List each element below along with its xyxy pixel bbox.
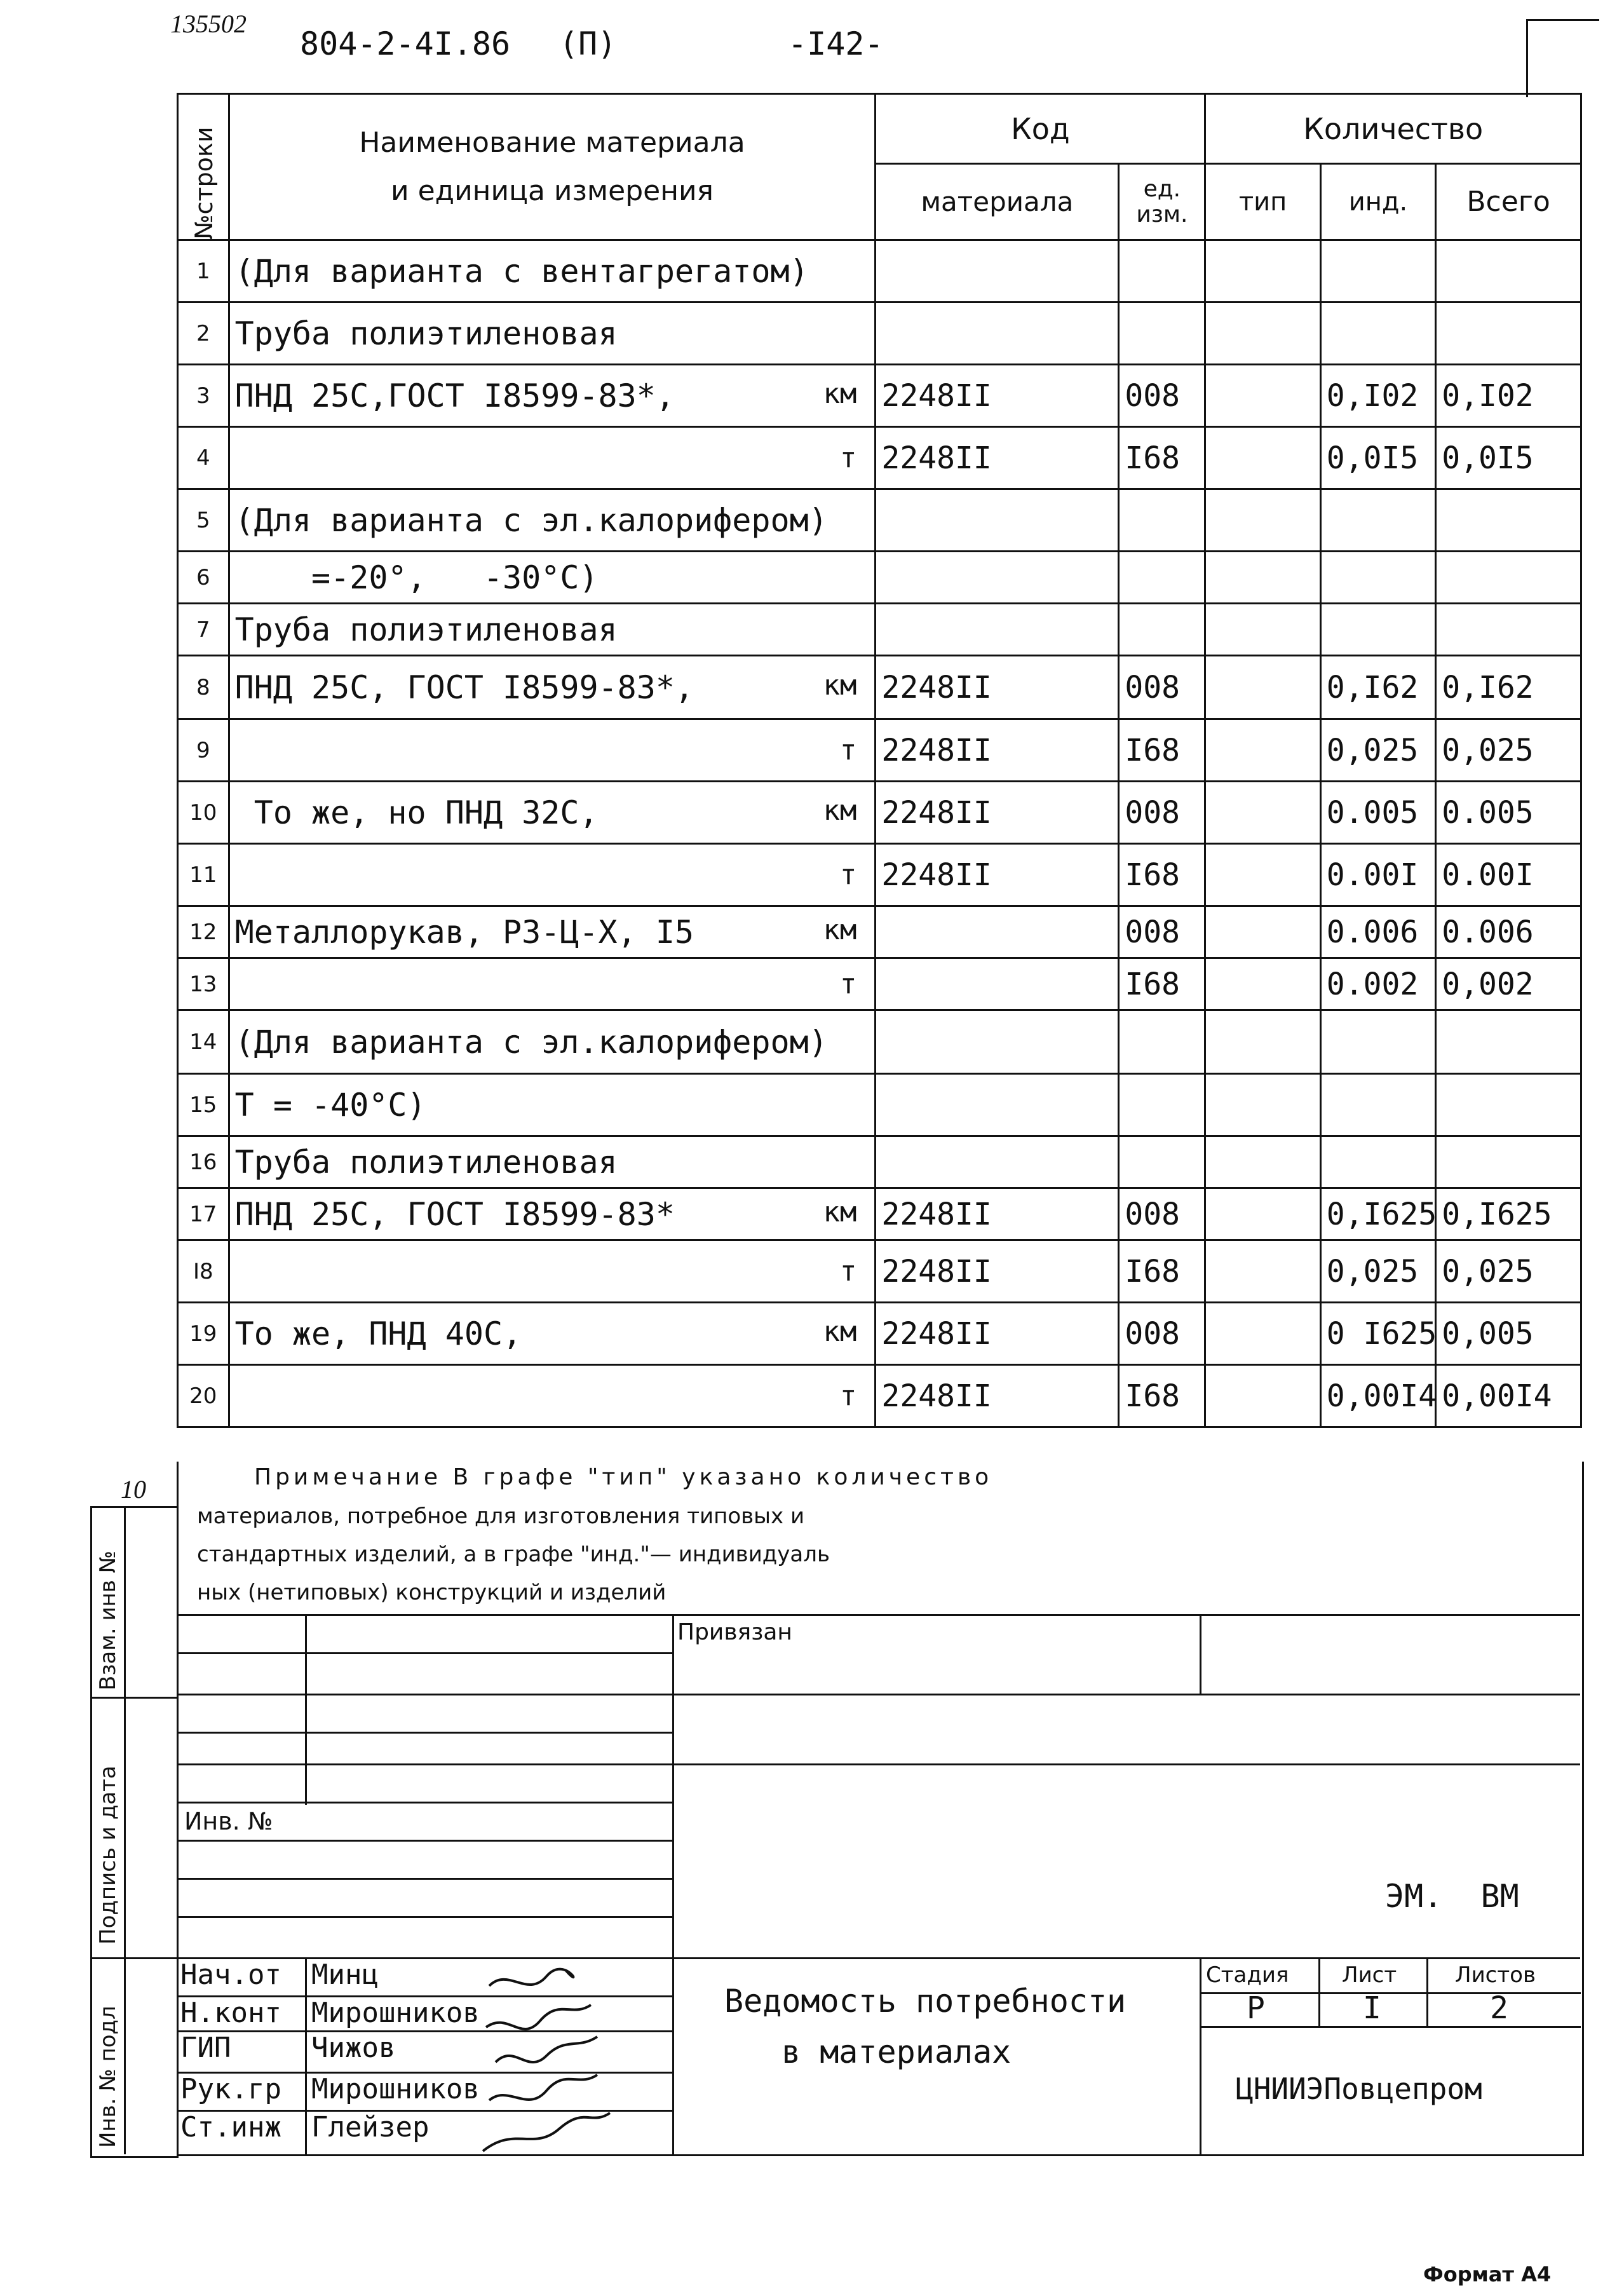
document-code: 804-2-4I.86 [300, 25, 511, 62]
qty-total [1436, 489, 1581, 552]
margin-vzam: Взам. инв № [95, 1550, 121, 1690]
row-number: 12 [178, 906, 229, 958]
qty-type [1205, 302, 1320, 365]
table-row [178, 552, 1581, 604]
measure-unit: км [823, 913, 857, 946]
measure-unit: км [823, 377, 857, 410]
header-qty-type: тип [1205, 164, 1320, 240]
unit-code: I68 [1119, 1240, 1205, 1303]
role-label: Нач.от [180, 1959, 281, 1991]
tb-hline [177, 1840, 672, 1842]
qty-type [1205, 365, 1320, 427]
tb-hline [177, 1957, 1580, 1959]
material-name-cell [229, 365, 876, 427]
sheets-value: 2 [1490, 1990, 1508, 2026]
material-name: Т = -40°C) [234, 1086, 426, 1124]
material-code: 2248II [876, 782, 1119, 844]
row-number: 4 [178, 427, 229, 489]
measure-unit: т [839, 442, 857, 474]
table-row [178, 958, 1581, 1010]
archive-number: 135502 [170, 10, 247, 38]
format-label: Формат А4 [1423, 2262, 1552, 2286]
qty-total: 0,I625 [1436, 1188, 1581, 1240]
row-number: 13 [178, 958, 229, 1010]
measure-unit: т [839, 1255, 857, 1287]
qty-total [1436, 604, 1581, 656]
row-number: 17 [178, 1188, 229, 1240]
qty-type [1205, 719, 1320, 782]
table-row [178, 240, 1581, 302]
tb-hline [1200, 2026, 1581, 2028]
row-number: 11 [178, 844, 229, 906]
note-line-2: материалов, потребное для изготовления типовых и [197, 1504, 805, 1529]
role-person-name: Глейзер [311, 2111, 430, 2143]
role-person-name: Мирошников [311, 1997, 480, 2029]
role-person-name: Мирошников [311, 2073, 480, 2105]
material-name-cell [229, 1010, 876, 1074]
role-label: Рук.гр [180, 2073, 281, 2105]
qty-type [1205, 240, 1320, 302]
qty-type [1205, 958, 1320, 1010]
unit-code: I68 [1119, 427, 1205, 489]
material-name: (Для варианта с эл.калорифером) [234, 501, 828, 539]
table-row [178, 365, 1581, 427]
role-person-name: Чижов [311, 2032, 396, 2064]
document-mark: ЭМ. ВМ [1385, 1878, 1519, 1915]
unit-code: 008 [1119, 365, 1205, 427]
organization-name: ЦНИИЭПовцепром [1236, 2072, 1482, 2106]
table-row [178, 1074, 1581, 1136]
table-header-row-1 [178, 94, 1581, 164]
header-code: Код [876, 94, 1205, 164]
qty-ind [1320, 552, 1435, 604]
qty-ind: 0.006 [1320, 906, 1435, 958]
material-code [876, 1136, 1119, 1188]
qty-ind [1320, 489, 1435, 552]
material-name: Труба полиэтиленовая [234, 1143, 618, 1181]
tb-vline [672, 1614, 674, 2154]
tb-hline [177, 1732, 672, 1734]
material-name: То же, ПНД 40С, [234, 1315, 522, 1352]
unit-code [1119, 302, 1205, 365]
table-row [178, 1303, 1581, 1365]
unit-code: I68 [1119, 958, 1205, 1010]
material-code [876, 240, 1119, 302]
material-name-cell [229, 1188, 876, 1240]
row-number: 5 [178, 489, 229, 552]
material-name-cell [229, 604, 876, 656]
material-code [876, 1010, 1119, 1074]
material-name-cell [229, 552, 876, 604]
qty-ind: 0.002 [1320, 958, 1435, 1010]
material-code: 2248II [876, 1365, 1119, 1427]
material-code [876, 302, 1119, 365]
qty-total: 0,002 [1436, 958, 1581, 1010]
qty-type [1205, 782, 1320, 844]
qty-type [1205, 1136, 1320, 1188]
measure-unit: т [839, 968, 857, 1000]
doc-title-line1: Ведомость потребности [724, 1983, 1127, 2020]
document-variant: (П) [559, 25, 617, 62]
qty-type [1205, 1240, 1320, 1303]
measure-unit: км [823, 1315, 857, 1348]
material-code [876, 958, 1119, 1010]
qty-total: 0.006 [1436, 906, 1581, 958]
material-name-cell [229, 844, 876, 906]
qty-type [1205, 1010, 1320, 1074]
material-name-cell [229, 489, 876, 552]
role-person-name: Минц [311, 1959, 379, 1991]
corner-stamp-box [1526, 19, 1599, 97]
qty-total: 0,025 [1436, 1240, 1581, 1303]
header-rownum: №строки [190, 126, 218, 240]
material-code: 2248II [876, 1240, 1119, 1303]
row-number: 14 [178, 1010, 229, 1074]
tb-hline [177, 1802, 672, 1804]
qty-type [1205, 1188, 1320, 1240]
measure-unit: т [839, 734, 857, 766]
privyazan-label: Привязан [677, 1619, 792, 1645]
stage-value: Р [1247, 1990, 1265, 2026]
tb-hline-top [177, 1614, 1580, 1616]
material-name: =-20°, -30°C) [234, 559, 599, 596]
signatures-graphic [470, 1960, 623, 2164]
unit-code [1119, 1010, 1205, 1074]
qty-total: 0,I62 [1436, 656, 1581, 719]
qty-total: 0,0I5 [1436, 427, 1581, 489]
role-label: Н.конт [180, 1997, 281, 2029]
header-qty-ind: инд. [1320, 164, 1435, 240]
material-code [876, 604, 1119, 656]
unit-code [1119, 1074, 1205, 1136]
qty-ind: 0,00I4 [1320, 1365, 1435, 1427]
header-name-cell [229, 94, 876, 240]
qty-total [1436, 1136, 1581, 1188]
unit-code [1119, 240, 1205, 302]
unit-code [1119, 489, 1205, 552]
qty-type [1205, 906, 1320, 958]
margin-hline [90, 1697, 177, 1699]
material-code [876, 552, 1119, 604]
qty-ind: 0,I62 [1320, 656, 1435, 719]
measure-unit: т [839, 1380, 857, 1412]
qty-type [1205, 552, 1320, 604]
material-name-cell [229, 427, 876, 489]
qty-total [1436, 240, 1581, 302]
header-qty-total: Всего [1436, 164, 1581, 240]
unit-code: I68 [1119, 844, 1205, 906]
tb-hline [177, 1763, 1580, 1765]
margin-hline [90, 1957, 177, 1959]
header-rownum-cell [178, 94, 229, 240]
unit-code [1119, 604, 1205, 656]
row-number: 10 [178, 782, 229, 844]
material-name-cell [229, 656, 876, 719]
role-label: Ст.инж [180, 2111, 281, 2143]
table-row [178, 489, 1581, 552]
qty-type [1205, 656, 1320, 719]
sheet-value: I [1363, 1990, 1381, 2026]
unit-code: 008 [1119, 906, 1205, 958]
qty-total [1436, 1010, 1581, 1074]
qty-ind [1320, 604, 1435, 656]
sheet-label: Лист [1342, 1962, 1397, 1988]
material-code: 2248II [876, 427, 1119, 489]
table-row [178, 1365, 1581, 1427]
qty-type [1205, 1074, 1320, 1136]
material-name: Труба полиэтиленовая [234, 315, 618, 352]
material-name: ПНД 25С, ГОСТ I8599-83*, [234, 669, 694, 706]
page-number: -I42- [788, 25, 884, 62]
header-name-line1: Наименование материала [359, 126, 745, 159]
row-number: 9 [178, 719, 229, 782]
material-name: Металлорукав, РЗ-Ц-Х, I5 [234, 913, 694, 951]
table-row [178, 1188, 1581, 1240]
material-name-cell [229, 958, 876, 1010]
qty-ind [1320, 1136, 1435, 1188]
material-name: (Для варианта с эл.калорифером) [234, 1023, 828, 1061]
qty-ind [1320, 240, 1435, 302]
material-name: ПНД 25С, ГОСТ I8599-83* [234, 1195, 675, 1233]
qty-type [1205, 427, 1320, 489]
measure-unit: т [839, 859, 857, 891]
qty-ind [1320, 1074, 1435, 1136]
row-number: 1 [178, 240, 229, 302]
tb-vline [1200, 1614, 1201, 1694]
header-code-material: материала [876, 164, 1119, 240]
table-row [178, 782, 1581, 844]
tb-vline [305, 1957, 307, 2154]
tb-hline [177, 1652, 672, 1654]
qty-type [1205, 1365, 1320, 1427]
sheets-label: Листов [1455, 1962, 1536, 1988]
material-name-cell [229, 1240, 876, 1303]
qty-ind: 0,0I5 [1320, 427, 1435, 489]
qty-total: 0,005 [1436, 1303, 1581, 1365]
header-code-unit: ед. изм. [1119, 164, 1205, 240]
table-row [178, 427, 1581, 489]
material-code: 2248II [876, 1188, 1119, 1240]
tb-hline [177, 1694, 1580, 1695]
tb-vline [1318, 1957, 1320, 2027]
material-code [876, 906, 1119, 958]
qty-ind: 0,025 [1320, 1240, 1435, 1303]
material-name-cell [229, 1074, 876, 1136]
material-name-cell [229, 906, 876, 958]
note-line-3: стандартных изделий, а в графе "инд."— индивидуаль [197, 1542, 830, 1567]
qty-ind [1320, 1010, 1435, 1074]
measure-unit: км [823, 794, 857, 827]
unit-code: 008 [1119, 656, 1205, 719]
material-code: 2248II [876, 844, 1119, 906]
material-name-cell [229, 1303, 876, 1365]
material-code: 2248II [876, 719, 1119, 782]
tb-vline [1426, 1957, 1428, 2027]
table-row [178, 656, 1581, 719]
material-name: То же, но ПНД 32С, [234, 794, 599, 831]
qty-total: 0,025 [1436, 719, 1581, 782]
qty-total [1436, 302, 1581, 365]
note-line-4: ных (нетиповых) конструкций и изделий [197, 1580, 667, 1605]
tb-hline [177, 1878, 672, 1880]
table-row [178, 844, 1581, 906]
material-code: 2248II [876, 1303, 1119, 1365]
qty-type [1205, 1303, 1320, 1365]
material-name-cell [229, 1136, 876, 1188]
margin-inv-podl: Инв. № подл [95, 2006, 121, 2148]
row-number: 15 [178, 1074, 229, 1136]
row-number: 19 [178, 1303, 229, 1365]
material-code [876, 489, 1119, 552]
unit-code: I68 [1119, 1365, 1205, 1427]
inv-number-label: Инв. № [184, 1807, 273, 1835]
margin-vline [124, 1506, 126, 2154]
tb-vline [305, 1614, 307, 1805]
qty-total: 0,I02 [1436, 365, 1581, 427]
qty-ind [1320, 302, 1435, 365]
measure-unit: км [823, 669, 857, 702]
material-name-cell [229, 782, 876, 844]
table-row [178, 906, 1581, 958]
materials-table [177, 93, 1582, 1428]
tb-hline [177, 1916, 672, 1918]
tb-vline [1200, 1957, 1201, 2154]
table-row [178, 1240, 1581, 1303]
material-name: (Для варианта с вентагрегатом) [234, 252, 809, 290]
unit-code: 008 [1119, 1188, 1205, 1240]
unit-code [1119, 552, 1205, 604]
qty-ind: 0.00I [1320, 844, 1435, 906]
qty-ind: 0.005 [1320, 782, 1435, 844]
qty-ind: 0 I625 [1320, 1303, 1435, 1365]
doc-title-line2: в материалах [782, 2034, 1012, 2070]
row-number: 16 [178, 1136, 229, 1188]
unit-code [1119, 1136, 1205, 1188]
table-row [178, 1010, 1581, 1074]
qty-total [1436, 1074, 1581, 1136]
row-number: 2 [178, 302, 229, 365]
qty-type [1205, 844, 1320, 906]
material-code [876, 1074, 1119, 1136]
row-number: 7 [178, 604, 229, 656]
material-name: ПНД 25С,ГОСТ I8599-83*, [234, 377, 675, 414]
material-code: 2248II [876, 365, 1119, 427]
table-body [178, 240, 1581, 1427]
note-line-1: Примечание В графе "тип" указано количество [254, 1464, 993, 1490]
material-name-cell [229, 719, 876, 782]
role-label: ГИП [180, 2032, 231, 2064]
row-number: 6 [178, 552, 229, 604]
row-number: 8 [178, 656, 229, 719]
table-row [178, 302, 1581, 365]
stage-label: Стадия [1206, 1962, 1289, 1988]
qty-type [1205, 489, 1320, 552]
margin-mark: 10 [121, 1475, 146, 1504]
qty-type [1205, 604, 1320, 656]
material-name-cell [229, 302, 876, 365]
unit-code: 008 [1119, 782, 1205, 844]
unit-code: I68 [1119, 719, 1205, 782]
qty-ind: 0,025 [1320, 719, 1435, 782]
row-number: 20 [178, 1365, 229, 1427]
row-number: I8 [178, 1240, 229, 1303]
material-name-cell [229, 240, 876, 302]
table-row [178, 604, 1581, 656]
header-name-line2: и единица измерения [391, 174, 714, 207]
row-number: 3 [178, 365, 229, 427]
qty-ind: 0,I625 [1320, 1188, 1435, 1240]
header-quantity: Количество [1205, 94, 1581, 164]
qty-total [1436, 552, 1581, 604]
margin-podpis: Подпись и дата [95, 1765, 121, 1945]
material-name-cell [229, 1365, 876, 1427]
unit-code: 008 [1119, 1303, 1205, 1365]
qty-total: 0.005 [1436, 782, 1581, 844]
table-row [178, 1136, 1581, 1188]
material-name: Труба полиэтиленовая [234, 611, 618, 648]
measure-unit: км [823, 1195, 857, 1228]
qty-total: 0,00I4 [1436, 1365, 1581, 1427]
qty-ind: 0,I02 [1320, 365, 1435, 427]
qty-total: 0.00I [1436, 844, 1581, 906]
material-code: 2248II [876, 656, 1119, 719]
table-row [178, 719, 1581, 782]
